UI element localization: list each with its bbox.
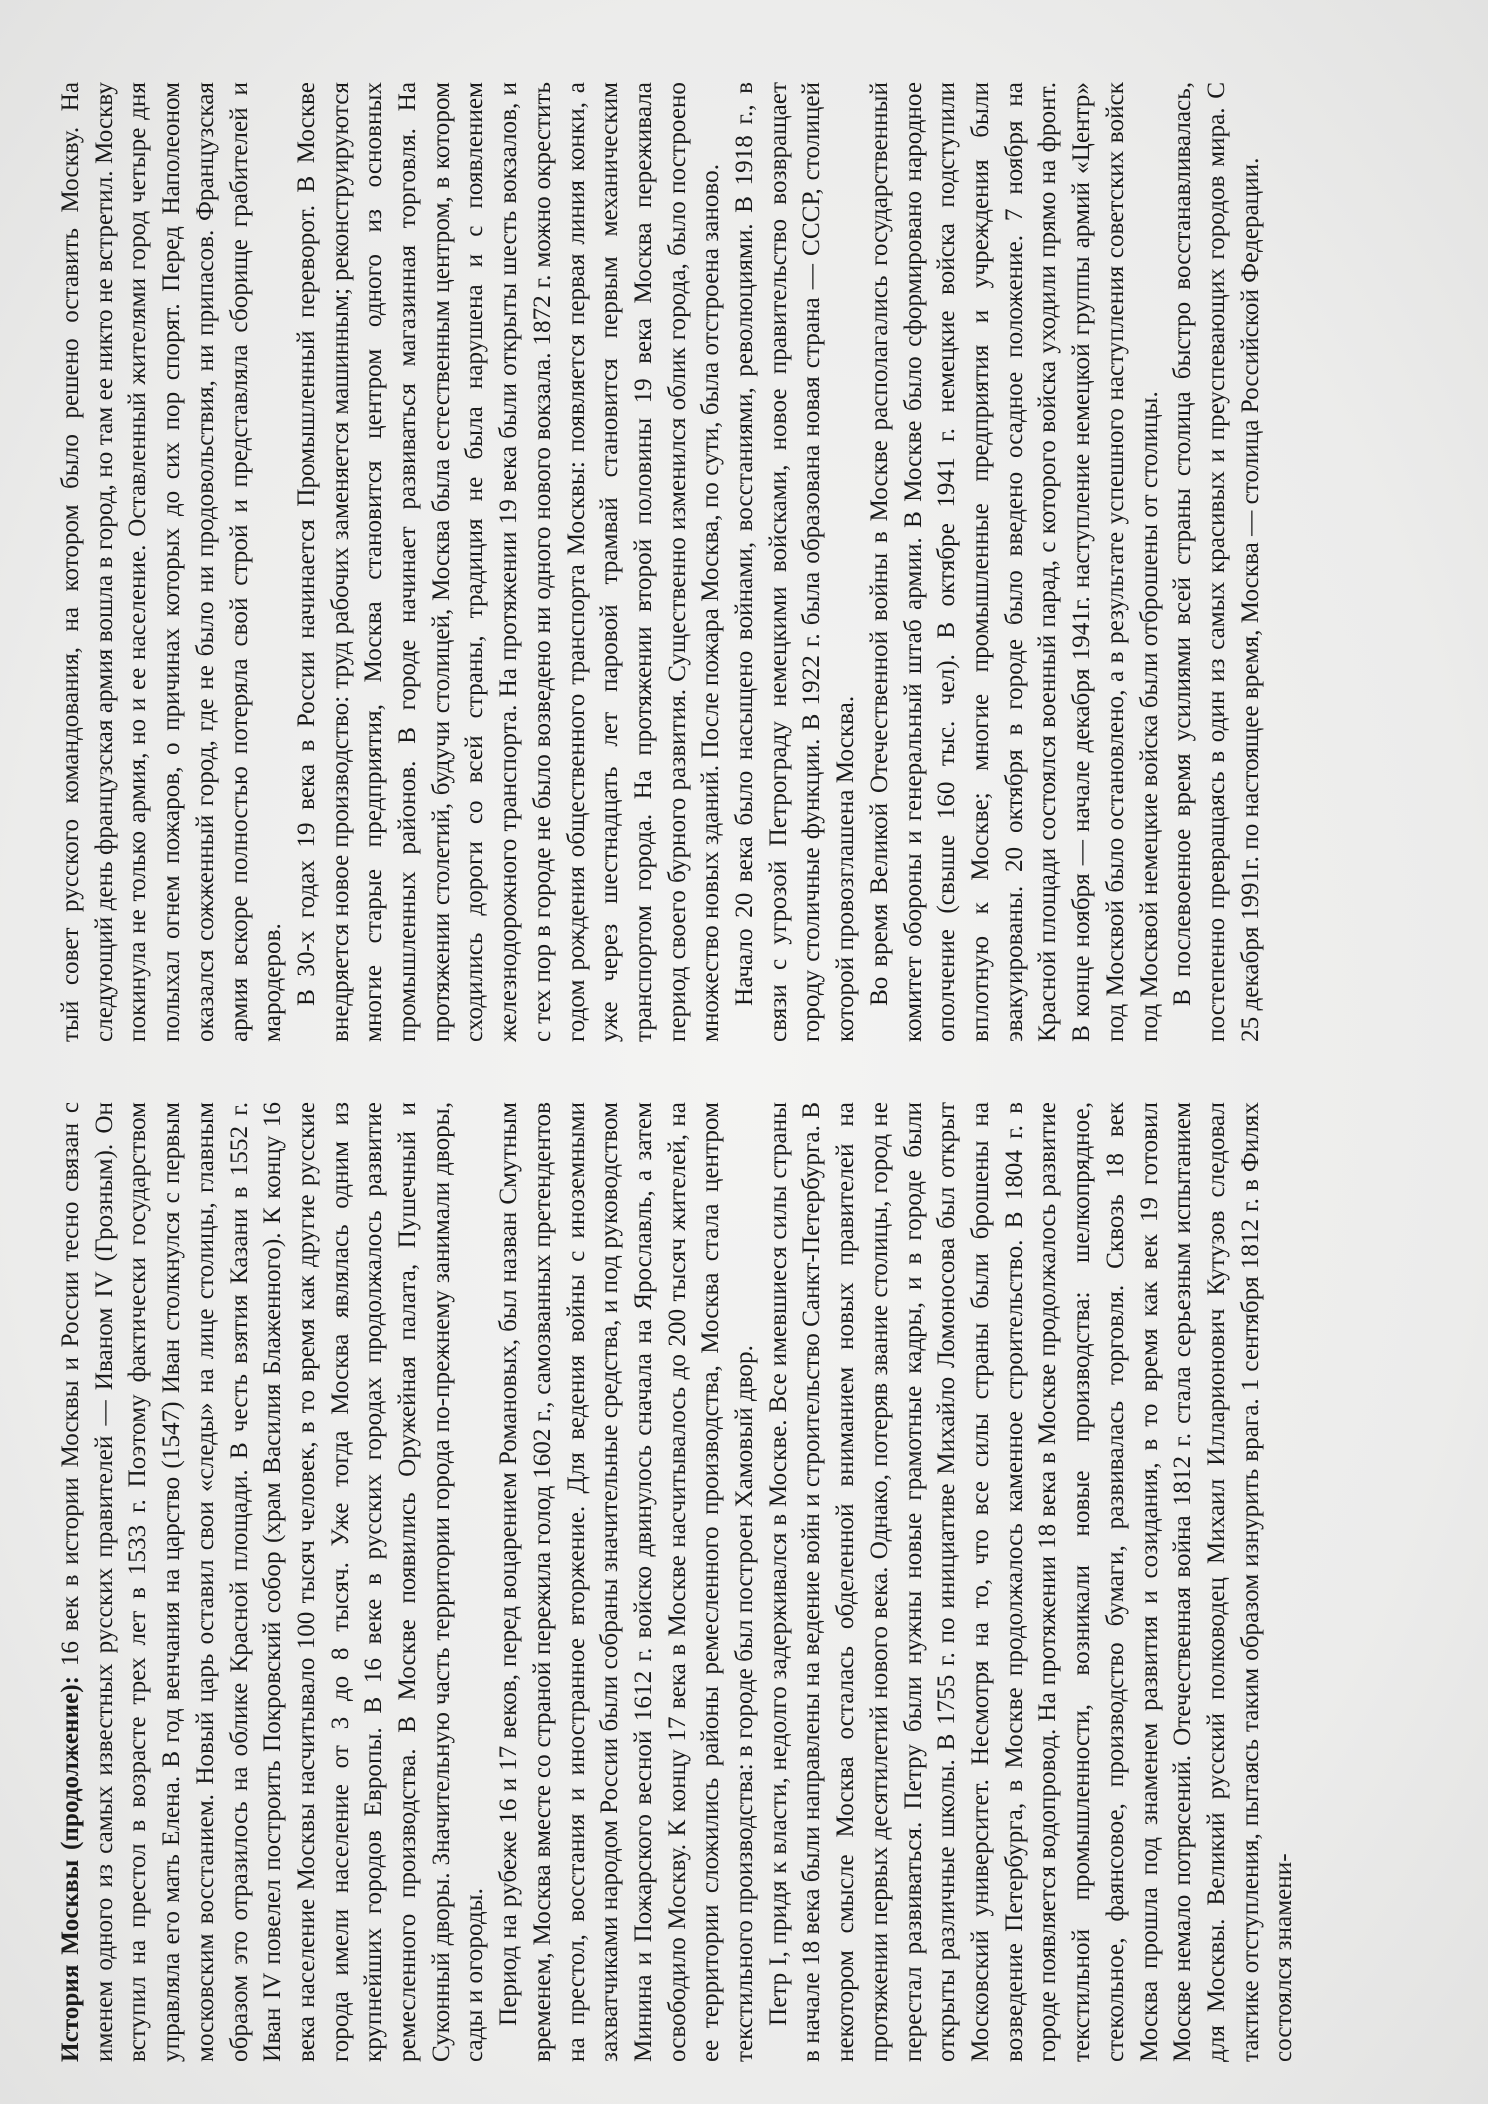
paragraph-6: Начало 20 века было насыщено войнами, восстаниями, революциями. В 1918 г., в связи с угрозой Петрограду немецкими войсками, новое правительство возвращает городу столичные функции. В 1922 г. была образована новая страна — СССР, столицей которой провозглашена Москва. (731, 82, 860, 1042)
paragraph-5: В 30-х годах 19 века в России начинается Промышленный переворот. В Москве внедряется новое производство: труд рабочих заменяется машинным; реконструируются многие старые предприятия, Москва становится центром одного из основных промышленных районов. В городе начинает развиваться магазинная торговля. На протяжении столетий, будучи столицей, Москва была естественным центром, в котором сходились дороги со всей страны, традиция не была нарушена и с появлением железнодорожного транспорта. На протяжении 19 века были открыты шесть вокзалов, и с тех пор в городе не было возведено ни одного нового вокзала. 1872 г. можно окрестить годом рождения общественного транспорта Москвы: появляется первая линия конки, а уже через шестнадцать лет паровой трамвай становится первым механическим транспортом города. На протяжении второй половины 19 века Москва переживала период своего бурного развития. Существенно изменился облик города, было построено множество новых зданий. После пожара Москва, по сути, была отстроена заново. (292, 82, 725, 1042)
paragraph-3: Петр I, придя к власти, недолго задерживался в Москве. Все имевшиеся силы страны в начале 18 века были направлены на ведение войн и строительство Санкт-Петербурга. В некотором смысле Москва осталась обделенной вниманием новых правителей на протяжении первых десятилетий нового века. Однако, потеряв звание столицы, город не перестал развиваться. Петру были нужны новые грамотные кадры, и в городе были открыты различные школы. В 1755 г. по инициативе Михайло Ломоносова был открыт Московский университет. Несмотря на то, что все силы страны были брошены на возведение Петербурга, в Москве продолжалось каменное строительство. В 1804 г. в городе появляется водопровод. На протяжении 18 века в Москве продолжалось развитие текстильной промышленности, возникали новые производства: шелкопрядное, стекольное, фаянсовое, производство бумаги, развивалась торговля. Сквозь 18 век Москва прошла под знаменем развития и созидания, в то время как век 19 готовил Москве немало потрясений. Отечественная война 1812 г. стала серьезным испытанием для Москвы. Великий русский полководец Михаил Илларионович Кутузов следовал тактике отступления, пытаясь таким образом изнурить врага. 1 сентября 1812 г. в Филях состоялся знамени- (764, 1102, 1298, 2062)
paragraph-4: тый совет русского командования, на котором было решено оставить Москву. На следующий день французская армия вошла в город, но там ее никто не встретил. Москву покинула не только армия, но и ее население. Оставленный жителями город четыре дня полыхал огнем пожаров, о причинах которых до сих пор спорят. Перед Наполеоном оказался сожженный город, где не было ни продовольствия, ни припасов. Французская армия вскоре полностью потеряла свой строй и представляла сборище грабителей и мародеров. (57, 82, 287, 1042)
section-heading: История Москвы (продолжение): (57, 1675, 84, 2062)
paragraph-2: Период на рубеже 16 и 17 веков, перед воцарением Романовых, был назван Смутным временем, Москва вместе со страной пережила голод 1602 г., самозванных претендентов на престол, восстания и иностранное вторжение. Для ведения войны с иноземными захватчиками народом России были собраны значительные средства, и под руководством Минина и Пожарского весной 1612 г. войско двинулось сначала на Ярославль, а затем освободило Москву. К концу 17 века в Москве насчитывалось до 200 тысяч жителей, на ее территории сложились районы ремесленного производства, Москва стала центром текстильного производства: в городе был построен Хамовый двор. (495, 1102, 759, 2062)
rotated-page-content (54, 82, 1434, 2062)
paragraph-1-text: 16 век в истории Москвы и России тесно связан с именем одного из самых известных русских правителей — Иваном IV (Грозным). Он вступил на престол в возрасте трех лет в 1533 г. Поэтому фактически государством управляла его мать Елена. В год венчания на царство (1547) Иван столкнулся с первым московским восстанием. Новый царь оставил свои «следы» на лице столицы, главным образом это отразилось на облике Красной площади. В честь взятия Казани в 1552 г. Иван IV повелел построить Покровский собор (храм Василия Блаженного). К концу 16 века население Москвы насчитывало 100 тысяч человек, в то время как другие русские города имели население от 3 до 8 тысяч. Уже тогда Москва являлась одним из крупнейших городов Европы. В 16 веке в русских городах продолжалось развитие ремесленного производства. В Москве появились Оружейная палата, Пушечный и Суконный дворы. Значительную часть территории города по-прежнему занимали дворы, сады и огороды. (57, 1101, 489, 2062)
paragraph-7: Во время Великой Отечественной войны в Москве располагались государственный комитет обороны и генеральный штаб армии. В Москве было сформировано народное ополчение (свыше 160 тыс. чел). В октябре 1941 г. немецкие войска подступили вплотную к Москве; многие промышленные предприятия и учреждения были эвакуированы. 20 октября в городе было введено осадное положение. 7 ноября на Красной площади состоялся военный парад, с которого войска уходили прямо на фронт. В конце ноября — начале декабря 1941г. наступление немецкой группы армий «Центр» под Москвой было остановлено, а в результате успешного наступления советских войск под Москвой немецкие войска были отброшены от столицы. (865, 82, 1163, 1042)
left-column (54, 1102, 1434, 2062)
paragraph-1 (54, 1102, 492, 2062)
paragraph-8: В послевоенное время усилиями всей страны столица быстро восстанавливалась, постепенно превращаясь в один из самых красивых и преуспевающих городов мира. С 25 декабря 1991г. по настоящее время, Москва — столица Российской Федерации. (1169, 82, 1264, 1042)
right-column (54, 82, 1434, 1042)
